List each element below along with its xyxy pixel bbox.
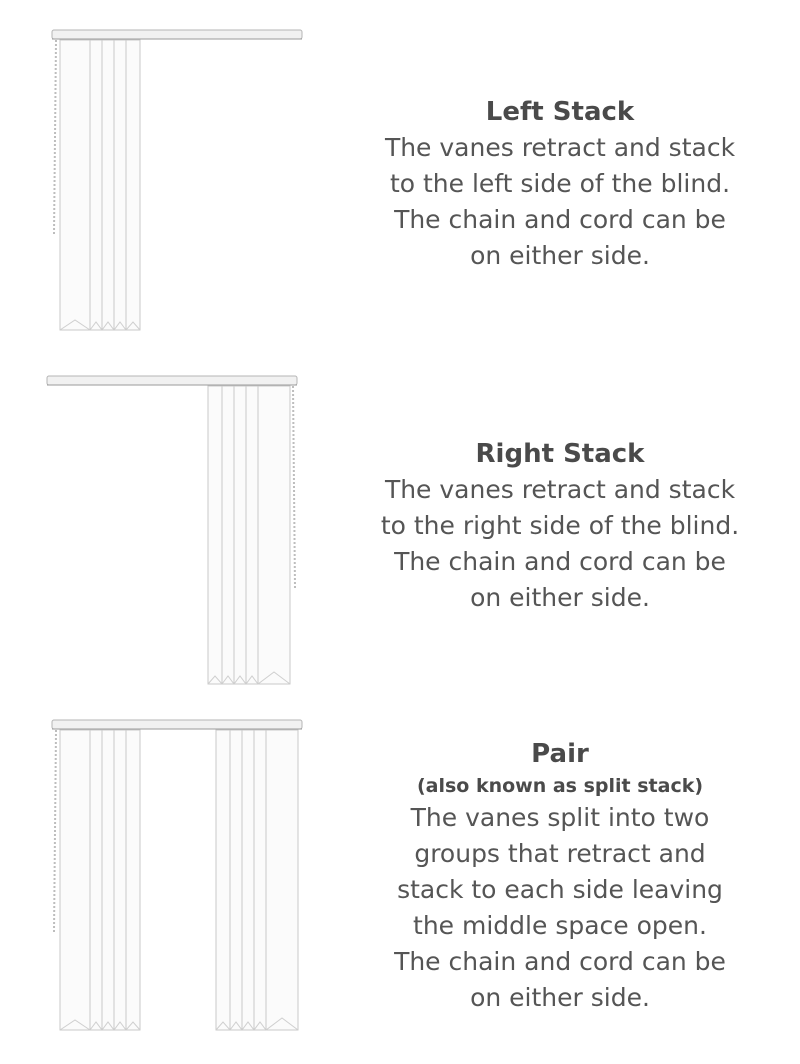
right-stack-text bbox=[360, 436, 760, 616]
pair-desc-line: The chain and cord can be bbox=[394, 947, 726, 976]
left-stack-blind-icon bbox=[0, 24, 340, 344]
right-stack-desc-line: The vanes retract and stack bbox=[384, 475, 736, 504]
left-stack-desc-line: on either side. bbox=[470, 241, 650, 270]
pair-desc-line: the middle space open. bbox=[413, 911, 707, 940]
pair-desc-line: on either side. bbox=[470, 983, 650, 1012]
pair-desc-line: groups that retract and bbox=[414, 839, 706, 868]
left-stack-desc-line: The vanes retract and stack bbox=[384, 133, 736, 162]
pair-blind-icon bbox=[0, 714, 340, 1044]
pair-subtitle: (also known as split stack) bbox=[416, 775, 704, 797]
left-stack-title: Left Stack bbox=[485, 97, 635, 127]
pair-desc-line: The vanes split into two bbox=[410, 803, 710, 832]
right-stack-blind-icon bbox=[0, 370, 340, 690]
right-stack-desc-line: on either side. bbox=[470, 583, 650, 612]
left-stack-text bbox=[360, 94, 760, 274]
right-stack-illustration bbox=[0, 370, 340, 690]
right-stack-title: Right Stack bbox=[475, 439, 645, 469]
pair-desc-line: stack to each side leaving bbox=[397, 875, 723, 904]
pair-title: Pair bbox=[531, 739, 589, 769]
pair-text bbox=[360, 736, 760, 1016]
left-stack-illustration bbox=[0, 24, 340, 344]
pair-illustration bbox=[0, 714, 340, 1044]
right-stack-desc-line: The chain and cord can be bbox=[394, 547, 726, 576]
left-stack-desc-line: to the left side of the blind. bbox=[389, 169, 731, 198]
left-stack-desc-line: The chain and cord can be bbox=[394, 205, 726, 234]
right-stack-desc-line: to the right side of the blind. bbox=[380, 511, 740, 540]
